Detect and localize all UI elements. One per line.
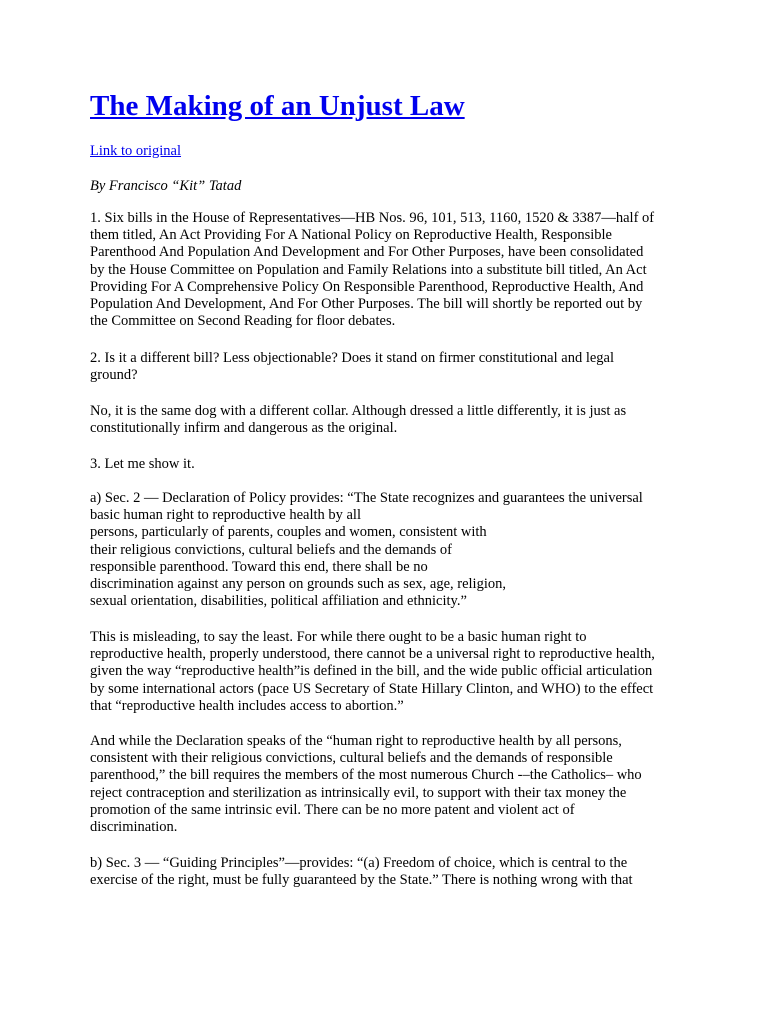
paragraph-line: reproductive health, properly understood, there cannot be a universal right to reproductive health, — [90, 646, 655, 663]
paragraph-5 — [90, 490, 643, 610]
paragraph-line: No, it is the same dog with a different collar. Although dressed a little differently, it is just as — [90, 403, 627, 419]
paragraph-line: a) Sec. 2 — Declaration of Policy provides: “The State recognizes and guarantees the universal — [90, 490, 643, 506]
paragraph-line: ground? — [90, 367, 138, 384]
paragraph-line: exercise of the right, must be fully guaranteed by the State.” There is nothing wrong with that — [90, 872, 633, 889]
link-to-original[interactable]: Link to original — [90, 143, 182, 159]
paragraph-line: promotion of the same intrinsic evil. There can be no more patent and violent act of — [90, 801, 575, 818]
paragraph-line: them titled, An Act Providing For A National Policy on Reproductive Health, Responsible — [90, 227, 612, 244]
paragraph-line: the Committee on Second Reading for floor debates. — [90, 313, 396, 330]
byline: By Francisco “Kit” Tatad — [90, 178, 242, 194]
paragraph-line: constitutionally infirm and dangerous as the original. — [90, 420, 398, 437]
paragraph-line: sexual orientation, disabilities, political affiliation and ethnicity.” — [90, 593, 467, 610]
paragraph-line: basic human right to reproductive health by all — [90, 507, 361, 524]
paragraph-6 — [90, 629, 655, 715]
paragraph-line: Population And Development, And For Other Purposes. The bill will shortly be reported out by — [90, 295, 643, 312]
paragraph-2 — [90, 350, 614, 384]
paragraph-7 — [90, 733, 642, 836]
paragraph-line: responsible parenthood. Toward this end, there shall be no — [90, 558, 428, 575]
paragraph-line: 3. Let me show it. — [90, 456, 195, 472]
paragraph-line: by some international actors (pace US Secretary of State Hillary Clinton, and WHO) to the effect — [90, 680, 654, 697]
article-title[interactable]: The Making of an Unjust Law — [90, 90, 465, 122]
paragraph-line: parenthood,” the bill requires the members of the most numerous Church -–the Catholics– who — [90, 767, 642, 784]
paragraph-line: discrimination. — [90, 818, 178, 835]
paragraph-line: b) Sec. 3 — “Guiding Principles”—provides: “(a) Freedom of choice, which is central to the — [90, 855, 628, 871]
paragraph-line: This is misleading, to say the least. For while there ought to be a basic human right to — [90, 629, 587, 645]
paragraph-line: consistent with their religious convictions, cultural beliefs and the demands of responsible — [90, 750, 613, 767]
paragraph-line: And while the Declaration speaks of the “human right to reproductive health by all persons, — [90, 733, 622, 749]
paragraph-line: discrimination against any person on grounds such as sex, age, religion, — [90, 575, 506, 592]
paragraph-line: 2. Is it a different bill? Less objectionable? Does it stand on firmer constitutional and legal — [90, 350, 615, 366]
paragraph-line: that “reproductive health includes access to abortion.” — [90, 697, 404, 714]
paragraph-line: Providing For A Comprehensive Policy On Responsible Parenthood, Reproductive Health, And — [90, 278, 644, 295]
paragraph-4 — [90, 456, 195, 473]
paragraph-1 — [90, 210, 654, 330]
paragraph-line: their religious convictions, cultural beliefs and the demands of — [90, 541, 452, 558]
paragraph-line: by the House Committee on Population and Family Relations into a substitute bill titled, An Act — [90, 261, 647, 278]
paragraph-3 — [90, 403, 626, 437]
paragraph-line: given the way “reproductive health”is defined in the bill, and the wide public official articulation — [90, 663, 653, 680]
paragraph-line: 1. Six bills in the House of Representatives—HB Nos. 96, 101, 513, 1160, 1520 & 3387—half of — [90, 210, 655, 226]
paragraph-line: reject contraception and sterilization as intrinsically evil, to support with their tax money the — [90, 784, 627, 801]
paragraph-line: Parenthood And Population And Development and For Other Purposes, have been consolidated — [90, 244, 644, 261]
paragraph-line: persons, particularly of parents, couples and women, consistent with — [90, 524, 487, 541]
paragraph-8 — [90, 855, 633, 889]
